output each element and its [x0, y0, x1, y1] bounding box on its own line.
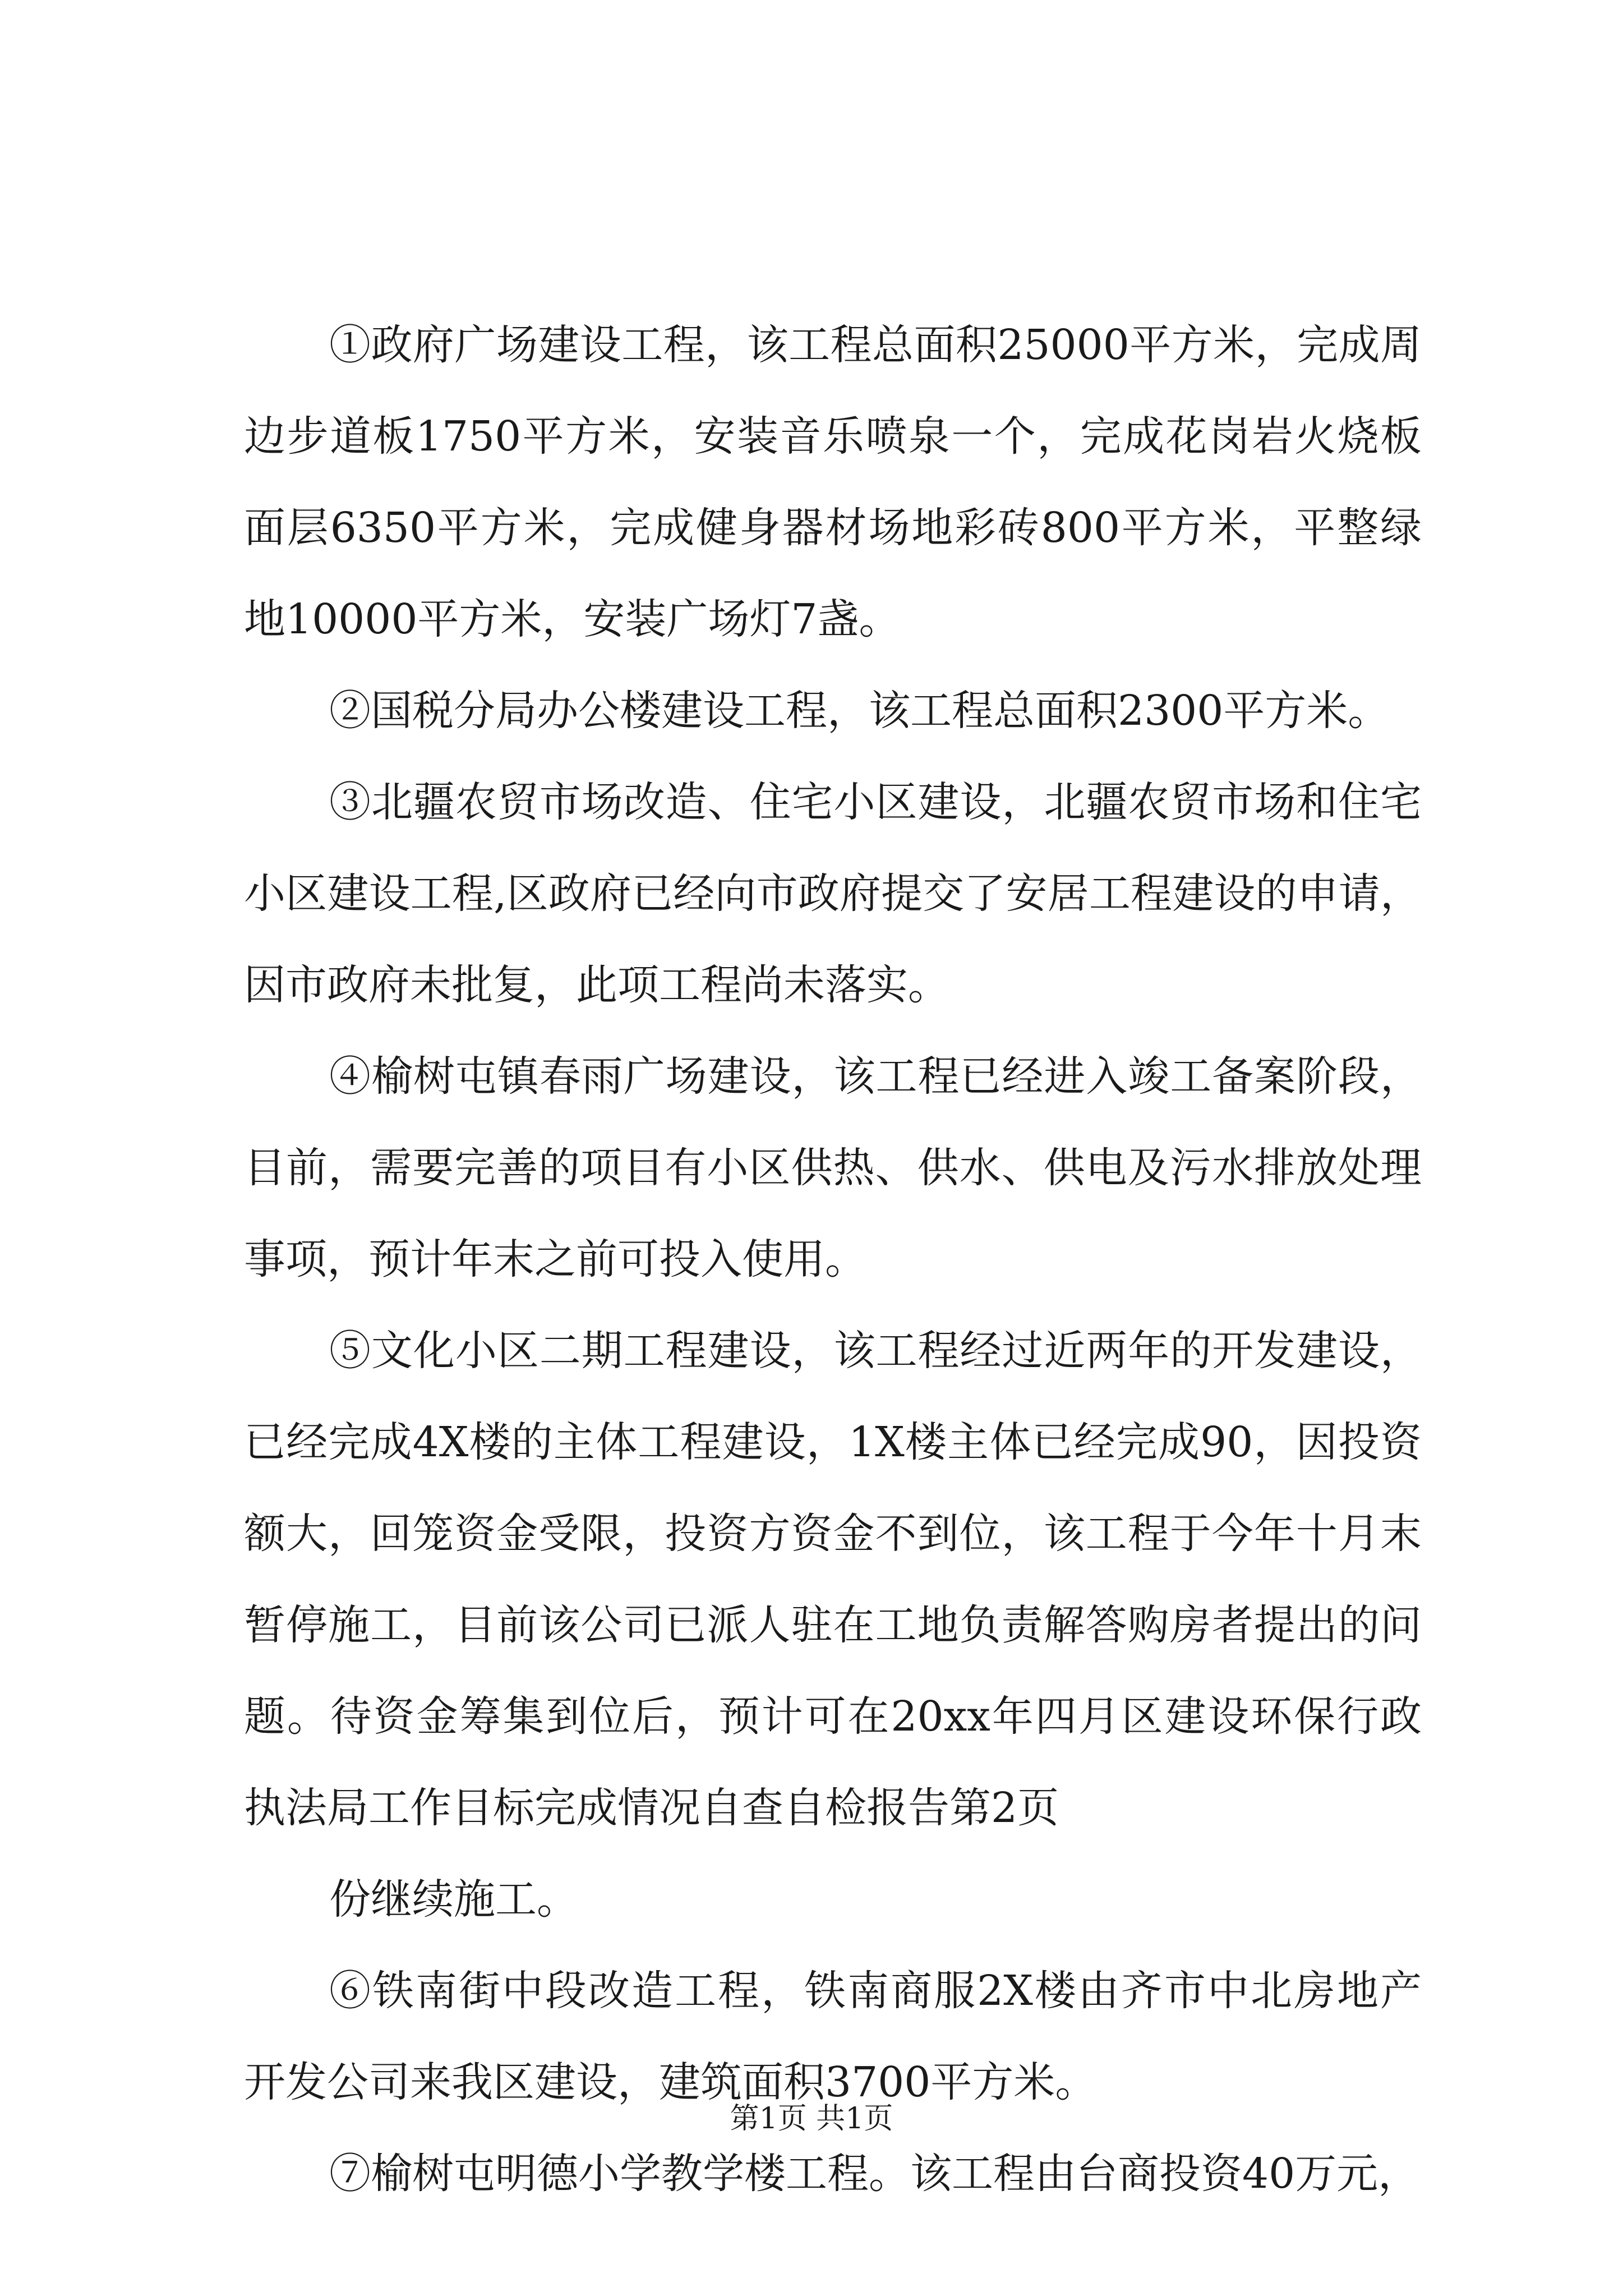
paragraph-6: ⑥铁南街中段改造工程，铁南商服2X楼由齐市中北房地产开发公司来我区建设，建筑面积3700平方米。 [244, 1967, 1422, 2106]
document-body [244, 300, 1422, 2220]
page-footer: 第1页 共1页 [730, 2102, 893, 2136]
paragraph-5: ⑤文化小区二期工程建设，该工程经过近两年的开发建设，已经完成4X楼的主体工程建设，1X楼主体已经完成90，因投资额大，回笼资金受限，投资方资金不到位，该工程于今年十月末暂停施工，目前该公司已派人驻在工地负责解答购房者提出的问题。待资金筹集到位后，预计可在20xx年四月区建设环保行政执法局工作目标完成情况自查自检报告第2页 [244, 1327, 1422, 1832]
paragraph-1: ①政府广场建设工程，该工程总面积25000平方米，完成周边步道板1750平方米，安装音乐喷泉一个，完成花岗岩火烧板面层6350平方米，完成健身器材场地彩砖800平方米，平整绿地10000平方米，安装广场灯7盏。 [244, 321, 1422, 643]
paragraph-7: ⑦榆树屯明德小学教学楼工程。该工程由台商投资40万元， [329, 2150, 1420, 2198]
paragraph-2: ②国税分局办公楼建设工程，该工程总面积2300平方米。 [329, 687, 1390, 735]
paragraph-3: ③北疆农贸市场改造、住宅小区建设，北疆农贸市场和住宅小区建设工程,区政府已经向市政府提交了安居工程建设的申请，因市政府未批复，此项工程尚未落实。 [244, 778, 1422, 1009]
paragraph-5-continuation: 份继续施工。 [329, 1875, 578, 1924]
paragraph-4: ④榆树屯镇春雨广场建设，该工程已经进入竣工备案阶段，目前，需要完善的项目有小区供热、供水、供电及污水排放处理事项，预计年末之前可投入使用。 [244, 1052, 1422, 1283]
